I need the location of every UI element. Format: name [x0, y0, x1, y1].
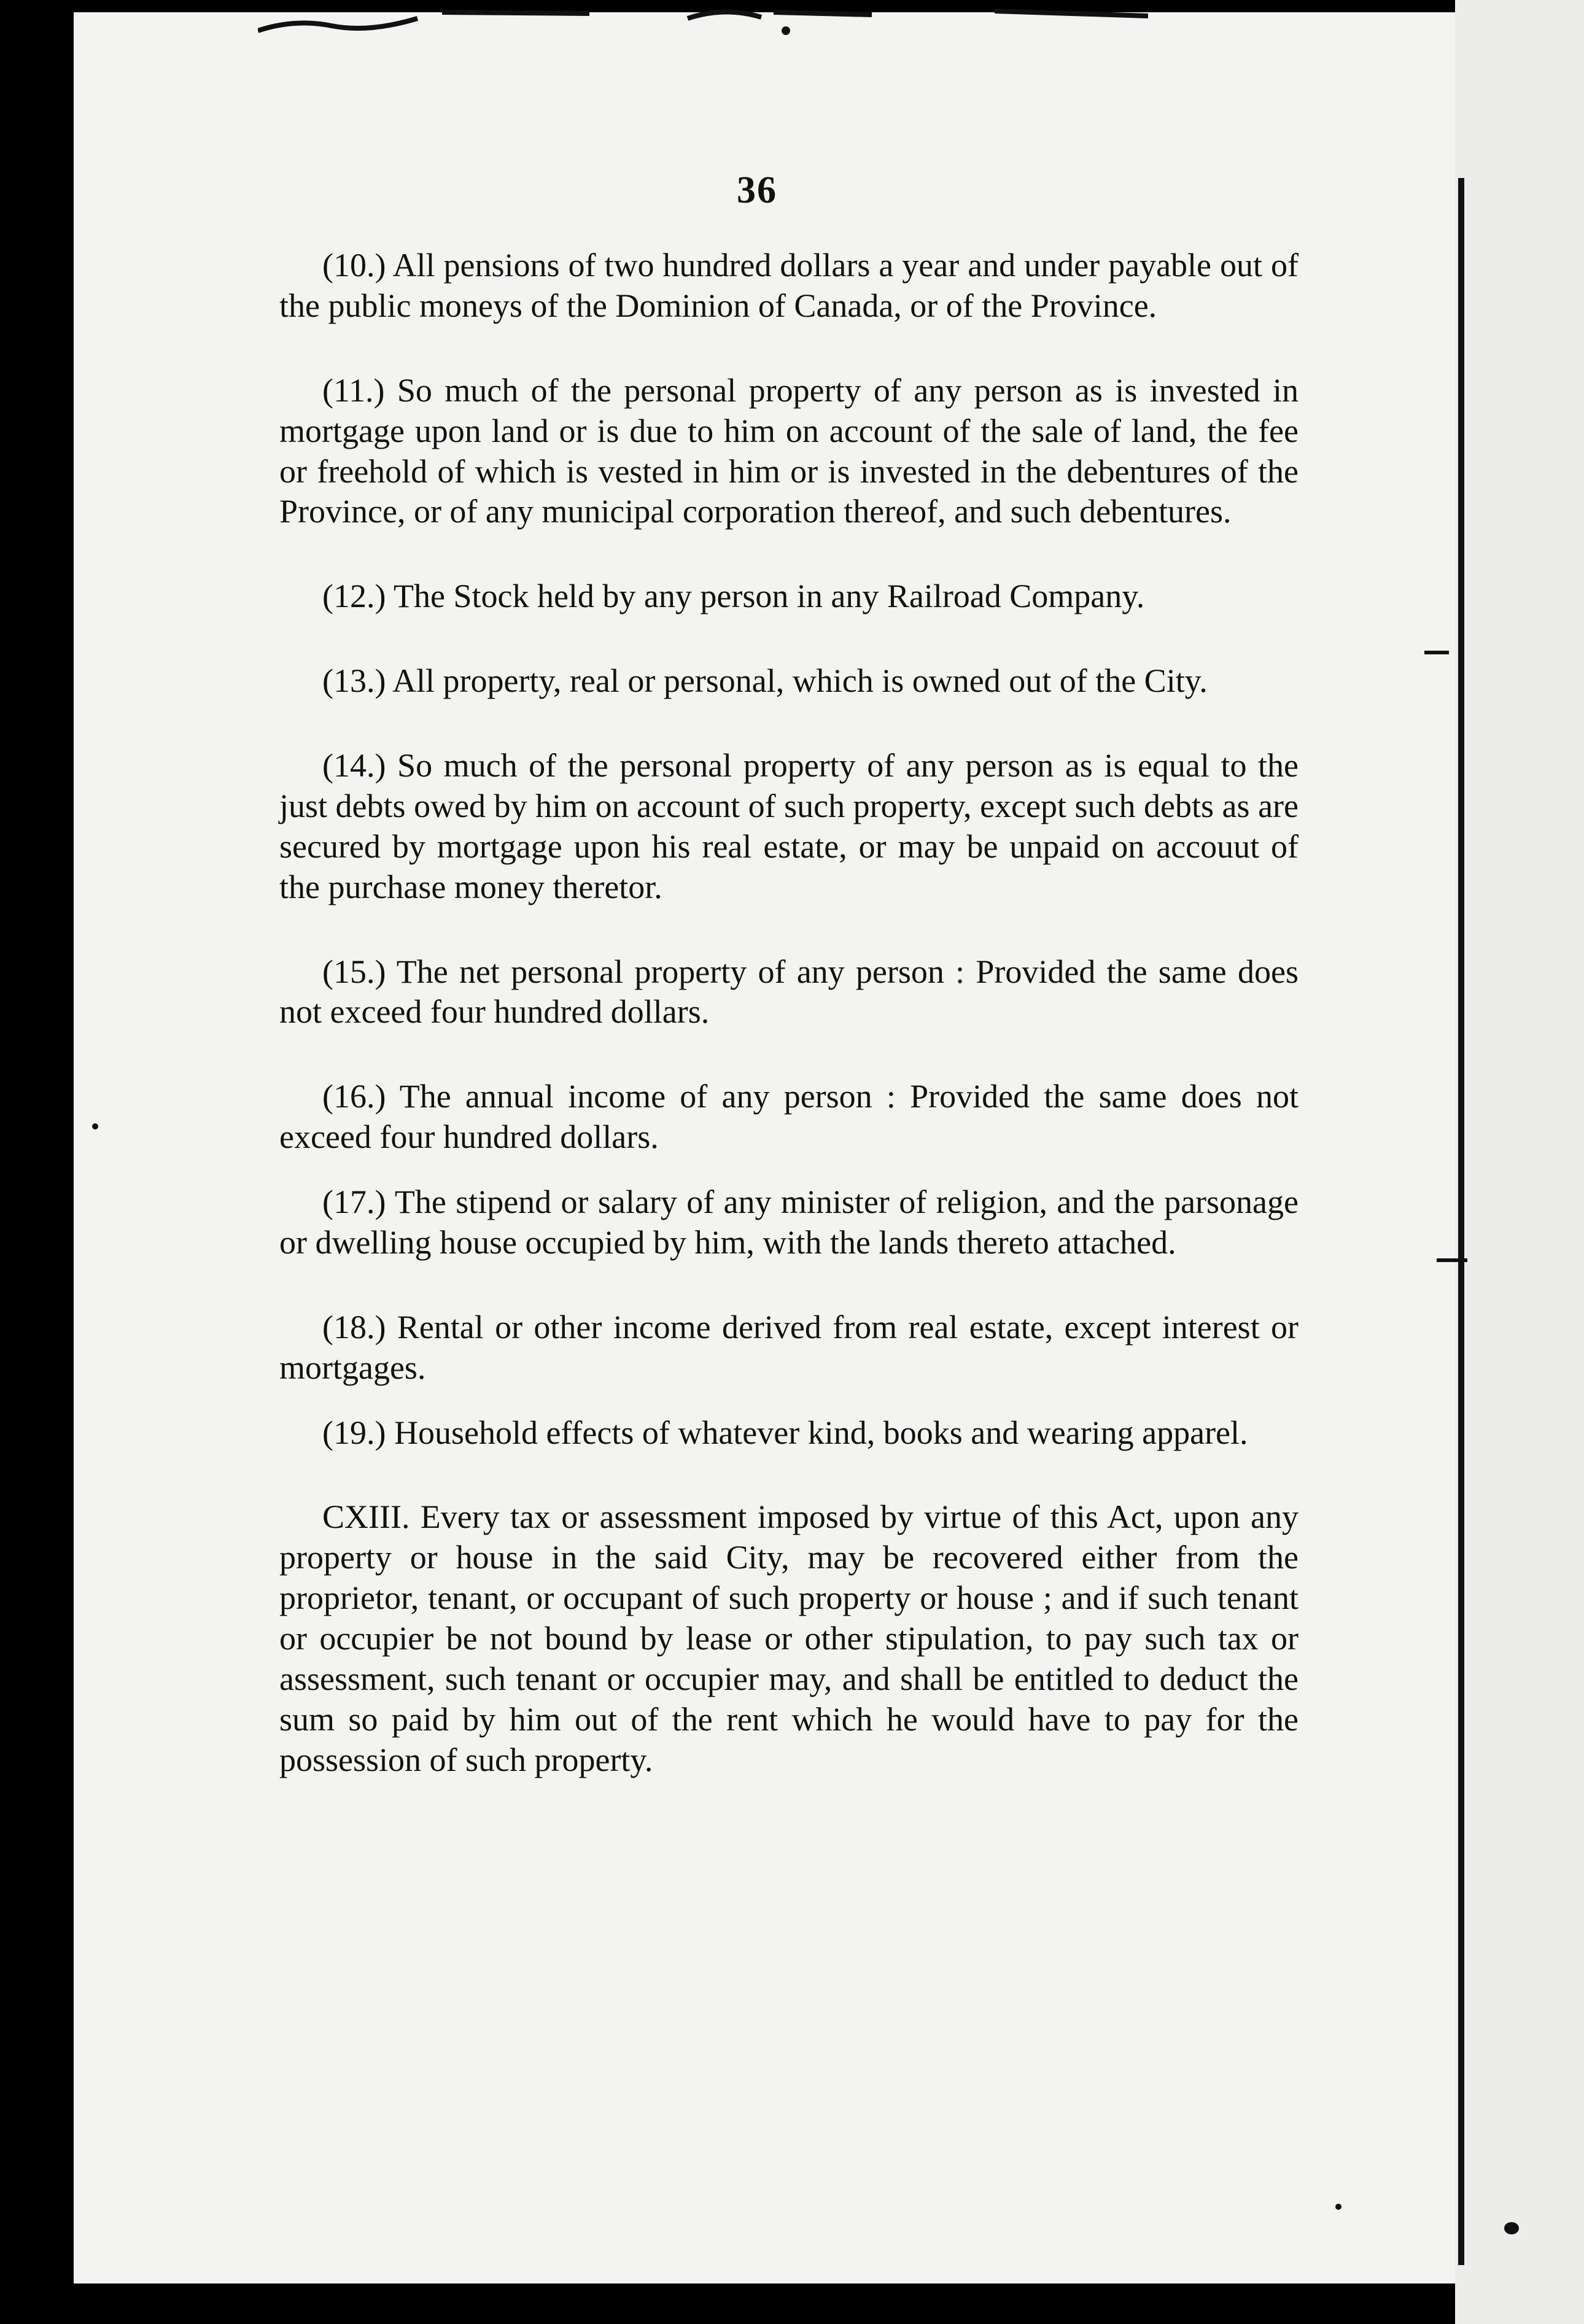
paragraph-number: (11.) [322, 371, 385, 409]
section-number: CXIII. [322, 1498, 410, 1536]
page-number: 36 [737, 169, 777, 211]
paragraph-number: (15.) [322, 953, 386, 990]
document-body [279, 246, 1299, 1825]
section-cxiii [279, 1497, 1299, 1780]
paragraph-number: (10.) [322, 247, 386, 284]
paragraph-12 [279, 576, 1299, 617]
paragraph-14 [279, 746, 1299, 908]
gutter-line [1458, 178, 1464, 2265]
paragraph-text: All property, real or personal, which is owned out of the City. [392, 662, 1208, 700]
paragraph-text: The net personal property of any person : Provided the same does not exceed four hundred dollars. [279, 953, 1299, 1031]
paragraph-number: (19.) [322, 1414, 386, 1451]
paragraph-text: The stipend or salary of any minister of religion, and the parsonage or dwelling house occupied by him, with the lands thereto attached. [279, 1183, 1299, 1261]
speck [92, 1123, 98, 1129]
paragraph-text: So much of the personal property of any person as is invested in mortgage upon land or is due to him on account of the sale of land, the fee or freehold of which is vested in him or is invested in the debentures of the Province, or of any municipal corporation thereof, and such debentures. [279, 371, 1299, 530]
speck [1335, 2204, 1341, 2210]
paragraph-text: Household effects of whatever kind, books and wearing apparel. [394, 1414, 1248, 1451]
paragraph-18 [279, 1307, 1299, 1389]
paragraph-number: (14.) [322, 747, 386, 784]
paragraph-text: The Stock held by any person in any Railroad Company. [394, 578, 1145, 615]
paragraph-text: The annual income of any person : Provided the same does not exceed four hundred dollars. [279, 1078, 1299, 1156]
paragraph-number: (18.) [322, 1308, 386, 1346]
paragraph-text: So much of the personal property of any person as is equal to the just debts owed by him on account of such property, except such debts as are secured by mortgage upon his real estate, or may be unpaid on accouut of the purchase money theretor. [279, 747, 1299, 905]
paragraph-19 [279, 1413, 1299, 1454]
gutter-tick [1437, 1258, 1467, 1262]
paragraph-number: (16.) [322, 1078, 386, 1115]
paragraph-number: (12.) [322, 578, 386, 615]
section-text: Every tax or assessment imposed by virtue of this Act, upon any property or house in the said City, may be recovered either from the proprietor, tenant, or occupant of such property or house ; and if such tenant or occupier be not bound by lease or other stipulation, to pay such tax or assessment, such tenant or occupier may, and shall be entitled to deduct the sum so paid by him out of the rent which he would have to pay for the possession of such property. [279, 1498, 1299, 1778]
paragraph-number: (13.) [322, 662, 386, 700]
paragraph-text: All pensions of two hundred dollars a year and under payable out of the public moneys of the Dominion of Canada, or of the Province. [279, 247, 1299, 324]
paragraph-10 [279, 246, 1299, 327]
paragraph-number: (17.) [322, 1183, 386, 1220]
paragraph-11 [279, 371, 1299, 533]
paragraph-17 [279, 1182, 1299, 1263]
paragraph-16 [279, 1077, 1299, 1158]
facing-page-edge [1455, 0, 1584, 2324]
gutter-tick [1424, 651, 1449, 654]
paragraph-15 [279, 952, 1299, 1033]
speck [1504, 2222, 1519, 2234]
top-edge-marks [258, 0, 1148, 37]
paragraph-text: Rental or other income derived from real estate, except interest or mortgages. [279, 1308, 1299, 1386]
paragraph-13 [279, 661, 1299, 702]
